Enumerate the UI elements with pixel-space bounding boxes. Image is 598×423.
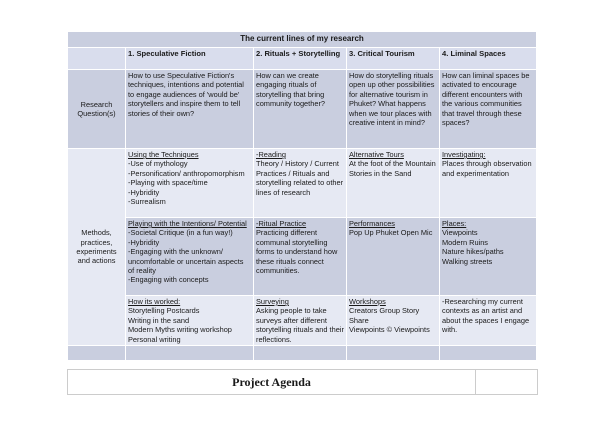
methods-cell-heading: Investigating: [442, 150, 486, 159]
methods-cell [126, 149, 254, 218]
header-speculative-fiction: 1. Speculative Fiction [126, 48, 254, 70]
methods-cell [254, 218, 347, 296]
empty-cell [347, 346, 440, 361]
table-title: The current lines of my research [68, 32, 537, 48]
header-liminal-spaces: 4. Liminal Spaces [440, 48, 537, 70]
methods-line: Stories in the Sand [349, 168, 412, 178]
methods-line: Modern Ruins [442, 237, 489, 247]
methods-line: Pop Up Phuket Open Mic [349, 228, 433, 238]
methods-line: Personal writing [128, 334, 181, 344]
methods-cell [347, 149, 440, 218]
methods-line: -Surrealism [128, 197, 166, 207]
empty-cell [68, 346, 126, 361]
research-question-label: Research Question(s) [68, 70, 126, 149]
methods-line: Modern Myths writing workshop [128, 325, 232, 335]
research-question-cell: How can liminal spaces be activated to encourage different encounters with the various communities that travel through these spaces? [440, 70, 537, 149]
methods-cell-heading: How its worked: [128, 297, 181, 306]
research-table [67, 31, 537, 361]
methods-cell-heading: -Reading [256, 150, 286, 159]
methods-cell-heading: Playing with the Intentions/ Potential [128, 219, 247, 228]
methods-line: Viewpoints © Viewpoints [349, 325, 430, 335]
table-title-row [68, 32, 537, 48]
methods-line: -Personification/ anthropomorphism [128, 168, 245, 178]
research-question-cell: How can we create engaging rituals of storytelling that bring community together? [254, 70, 347, 149]
methods-line: -Use of mythology [128, 159, 188, 169]
methods-cell-heading: Performances [349, 219, 396, 228]
methods-line: -Researching my current contexts as an artist and about the spaces I engage with. [442, 297, 530, 335]
methods-line: Writing in the sand [128, 315, 190, 325]
methods-line: -Hybridity [128, 237, 160, 247]
methods-line: -Societal Critique (in a fun way!) [128, 228, 233, 238]
methods-line: Viewpoints [442, 228, 478, 238]
methods-line: -Playing with space/time [128, 178, 208, 188]
methods-row [68, 296, 537, 346]
table-header-row [68, 48, 537, 70]
methods-line: Places through observation and experimentation [442, 159, 532, 178]
methods-line: Storytelling Postcards [128, 306, 200, 316]
research-question-cell: How do storytelling rituals open up other possibilities for alternative tourism in Phuket? What happens when we tour places with creative intent in mind? [347, 70, 440, 149]
methods-line: Creators Group Story Share [349, 306, 420, 325]
methods-line: Nature hikes/paths [442, 247, 504, 257]
methods-cell-heading: Alternative Tours [349, 150, 404, 159]
research-question-row [68, 70, 537, 149]
project-agenda-box [67, 369, 538, 395]
header-critical-tourism: 3. Critical Tourism [347, 48, 440, 70]
empty-row [68, 346, 537, 361]
methods-cell [254, 149, 347, 218]
methods-cell [440, 218, 537, 296]
header-cell-empty [68, 48, 126, 70]
methods-row [68, 149, 537, 218]
methods-line: Asking people to take surveys after different storytelling rituals and their reflections. [256, 306, 344, 344]
methods-cell-heading: -Ritual Practice [256, 219, 307, 228]
methods-line: -Engaging with the unknown/ uncomfortable or uncertain aspects of reality [128, 247, 244, 276]
methods-row [68, 218, 537, 296]
empty-cell [440, 346, 537, 361]
empty-cell [126, 346, 254, 361]
methods-line: At the foot of the Mountain [349, 159, 436, 169]
methods-line: Theory / History / Current Practices / Rituals and storytelling related to other lines of research [256, 159, 344, 197]
methods-line: Walking streets [442, 256, 493, 266]
methods-cell-heading: Using the Techniques [128, 150, 199, 159]
methods-line: -Engaging with concepts [128, 275, 209, 285]
methods-cell-heading: Workshops [349, 297, 386, 306]
methods-cell [440, 296, 537, 346]
methods-cell-heading: Surveying [256, 297, 289, 306]
methods-cell [254, 296, 347, 346]
header-rituals-storytelling: 2. Rituals + Storytelling [254, 48, 347, 70]
research-question-cell: How to use Speculative Fiction's techniques, intentions and potential to engage audiences of 'would be' storytellers and inspire them to tell stories of their own? [126, 70, 254, 149]
methods-cell-heading: Places: [442, 219, 467, 228]
methods-cell [126, 218, 254, 296]
methods-cell [440, 149, 537, 218]
methods-label: Methods, practices, experiments and actions [68, 149, 126, 346]
methods-line: Practicing different communal storytelling forms to understand how these rituals connect communities. [256, 228, 338, 276]
methods-cell [347, 296, 440, 346]
methods-cell [126, 296, 254, 346]
methods-cell [347, 218, 440, 296]
project-agenda-title: Project Agenda [68, 370, 476, 394]
empty-cell [254, 346, 347, 361]
methods-line: -Hybridity [128, 187, 160, 197]
